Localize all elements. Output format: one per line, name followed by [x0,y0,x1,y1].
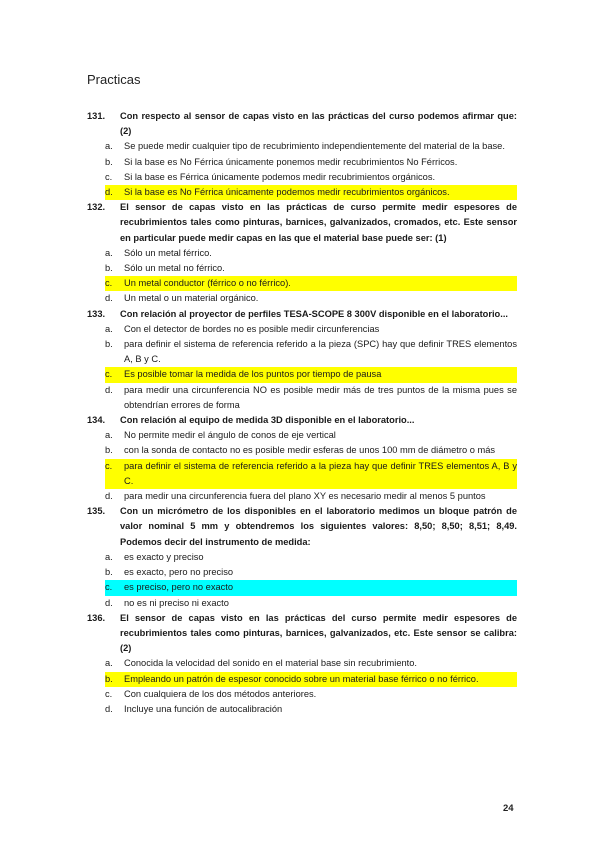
question-number: 135. [87,506,106,517]
option-text: Con cualquiera de los dos métodos anteriores. [124,688,317,699]
question-heading [87,611,517,657]
answer-option [105,322,517,337]
option-letter: b. [105,156,113,167]
answer-option [105,246,517,261]
answer-option-highlighted [105,185,517,200]
question-number: 136. [87,612,106,623]
option-letter: b. [105,339,113,350]
question-number: 134. [87,415,106,426]
option-text: Se puede medir cualquier tipo de recubrimiento independientemente del material de la base. [124,141,505,152]
question-text: El sensor de capas visto en las prácticas del curso permite medir espesores de recubrimientos tales como pinturas, barnices, galvanizados, etc. Este sensor se calibra: (2) [120,612,517,654]
option-letter: c. [105,367,124,382]
question-block [87,611,517,717]
answer-option [105,687,517,702]
question-number: 131. [87,111,106,121]
option-letter: b. [105,445,113,456]
option-text: Incluye una función de autocalibración [124,703,283,714]
question-heading [87,109,517,139]
answer-option-highlighted [105,459,517,489]
answer-option [105,337,517,367]
answer-option [105,261,517,276]
question-heading [87,200,517,246]
option-text: Sólo un metal férrico. [124,247,212,258]
option-text: Conocida la velocidad del sonido en el material base sin recubrimiento. [124,658,418,669]
option-letter: b. [105,672,124,687]
question-block [87,109,517,200]
question-heading [87,413,517,428]
option-text: para medir una circunferencia NO es posible medir más de tres puntos de la misma pues se obtendrían errores de forma [124,384,517,410]
answer-option [105,139,517,154]
option-letter: a. [105,247,113,258]
page-header-title: Practicas [87,72,141,87]
question-number: 133. [87,308,106,319]
answer-option [105,656,517,671]
answer-option [105,170,517,185]
option-letter: d. [105,597,113,608]
option-text: es preciso, pero no exacto [124,580,517,595]
option-letter: d. [105,185,124,200]
answer-option [105,428,517,443]
answer-option-highlighted [105,580,517,595]
question-text: Con un micrómetro de los disponibles en el laboratorio medimos un bloque patrón de valor nominal 5 mm y obtendremos los siguientes valores: 8,50; 8,50; 8,51; 8,49. Podemos decir del instrumento de medida: [120,506,517,547]
question-number: 132. [87,202,106,213]
option-letter: a. [105,323,113,334]
answer-option [105,702,517,717]
option-letter: d. [105,703,113,714]
question-heading [87,307,517,322]
option-text: No permite medir el ángulo de conos de eje vertical [124,430,336,441]
option-text: Un metal conductor (férrico o no férrico). [124,276,517,291]
answer-option-highlighted [105,367,517,382]
question-text: Con respecto al sensor de capas visto en las prácticas del curso podemos afirmar que: (2) [120,111,517,137]
option-text: Si la base es No Férrica únicamente podemos medir recubrimientos orgánicos. [124,185,517,200]
answer-option-highlighted [105,276,517,291]
answer-option [105,383,517,413]
option-letter: a. [105,658,113,669]
question-block [87,307,517,413]
option-letter: a. [105,551,113,562]
question-block [87,413,517,504]
option-letter: a. [105,141,113,152]
option-letter: c. [105,171,113,182]
answer-option [105,489,517,504]
option-text: con la sonda de contacto no es posible medir esferas de unos 100 mm de diámetro o más [124,445,496,456]
option-letter: c. [105,688,113,699]
option-text: es exacto, pero no preciso [124,567,234,578]
option-text: no es ni preciso ni exacto [124,597,229,608]
option-text: es exacto y preciso [124,551,204,562]
page-number: 24 [503,803,514,814]
answer-option-highlighted [105,672,517,687]
option-text: Si la base es Férrica únicamente podemos medir recubrimientos orgánicos. [124,171,436,182]
option-letter: c. [105,276,124,291]
option-letter: d. [105,384,113,395]
answer-option [105,565,517,580]
option-text: para medir una circunferencia fuera del plano XY es necesario medir al menos 5 puntos [124,491,486,502]
option-letter: c. [105,459,124,489]
option-letter: d. [105,293,113,304]
question-list [87,109,517,717]
answer-option [105,550,517,565]
answer-option [105,443,517,458]
answer-option [105,596,517,611]
question-block [87,504,517,610]
question-text: El sensor de capas visto en las prácticas de curso permite medir espesores de recubrimientos tales como pinturas, barnices, galvanizados, cromados, etc. Este sensor en particular puede medir capas en las que el material base puede ser: (1) [120,202,517,243]
option-text: Un metal o un material orgánico. [124,293,259,304]
option-letter: b. [105,263,113,274]
option-letter: b. [105,567,113,578]
answer-option [105,291,517,306]
question-text: Con relación al proyector de perfiles TESA-SCOPE 8 300V disponible en el laboratorio... [120,308,508,319]
option-text: Es posible tomar la medida de los puntos por tiempo de pausa [124,367,517,382]
question-heading [87,504,517,550]
answer-option [105,155,517,170]
option-text: Con el detector de bordes no es posible medir circunferencias [124,323,380,334]
option-letter: a. [105,430,113,441]
option-letter: c. [105,580,124,595]
option-letter: d. [105,491,113,502]
option-text: para definir el sistema de referencia referido a la pieza hay que definir TRES elementos A, B y C. [124,459,517,489]
option-text: Empleando un patrón de espesor conocido sobre un material base férrico o no férrico. [124,672,517,687]
question-text: Con relación al equipo de medida 3D disponible en el laboratorio... [120,415,415,426]
option-text: para definir el sistema de referencia referido a la pieza (SPC) hay que definir TRES elementos A, B y C. [124,339,517,365]
option-text: Si la base es No Férrica únicamente ponemos medir recubrimientos No Férricos. [124,156,458,167]
question-block [87,200,517,306]
option-text: Sólo un metal no férrico. [124,263,225,274]
